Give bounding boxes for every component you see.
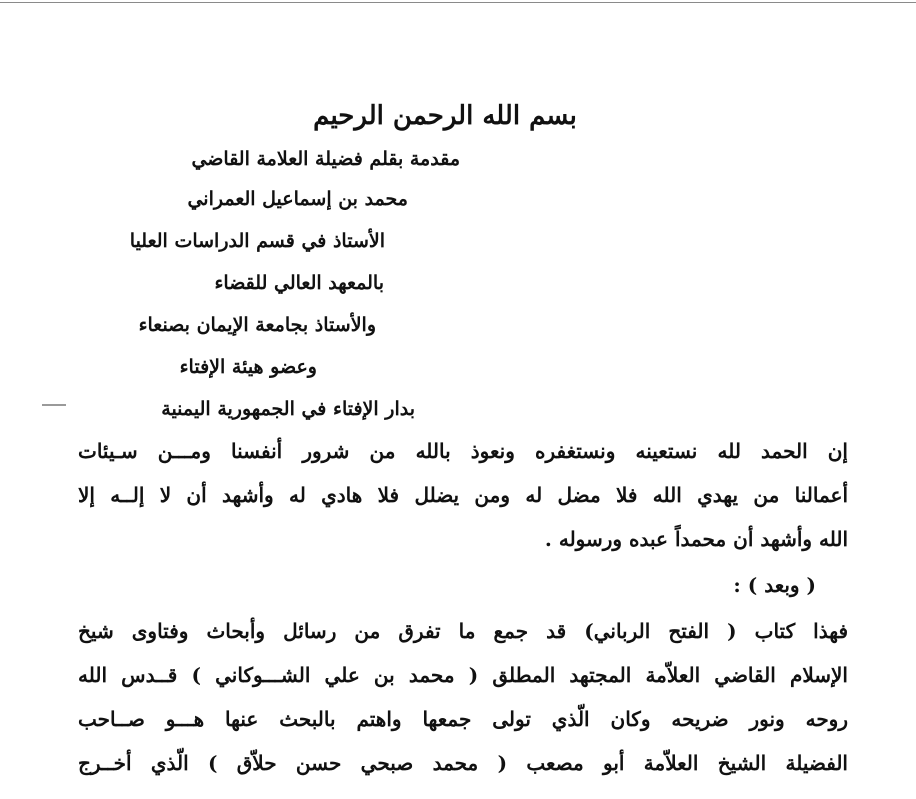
basmala-heading: بسم الله الرحمن الرحيم (313, 101, 577, 131)
author-line-2: محمد بن إسماعيل العمراني (187, 188, 408, 210)
body-line-6: الإسلام القاضي العلاّمة المجتهد المطلق ( محمد بن علي الشـــوكاني ) قــدس الله (78, 663, 848, 687)
body-line-5: فهذا كتاب ( الفتح الرباني) قد جمع ما تفرق من رسائل وأبحاث وفتاوى شيخ (78, 619, 849, 643)
author-line-1: مقدمة بقلم فضيلة العلامة القاضي (191, 148, 460, 170)
body-line-3: الله وأشهد أن محمداً عبده ورسوله . (544, 527, 848, 551)
author-line-3: الأستاذ في قسم الدراسات العليا (129, 230, 385, 252)
top-border-line (0, 2, 916, 3)
author-line-4: بالمعهد العالي للقضاء (214, 272, 384, 294)
body-line-8: الفضيلة الشيخ العلاّمة أبو مصعب ( محمد صبحي حسن حلاّق ) الّذي أخــرج (78, 751, 848, 775)
author-line-7: بدار الإفتاء في الجمهورية اليمنية (161, 398, 415, 420)
author-line-5: والأستاذ بجامعة الإيمان بصنعاء (138, 314, 376, 336)
author-line-6: وعضو هيئة الإفتاء (179, 356, 317, 378)
stray-mark (42, 404, 66, 406)
body-line-4-wabad: ( وبعد ) : (733, 573, 816, 597)
body-line-1: إن الحمد لله نستعينه ونستغفره ونعوذ بالله من شرور أنفسنا ومـــن سـيئات (78, 439, 848, 463)
body-line-7: روحه ونور ضريحه وكان الّذي تولى جمعها واهتم بالبحث عنها هـــو صــاحب (78, 707, 848, 731)
body-line-2: أعمالنا من يهدي الله فلا مضل له ومن يضلل فلا هادي له وأشهد أن لا إلــه إلا (78, 483, 848, 507)
